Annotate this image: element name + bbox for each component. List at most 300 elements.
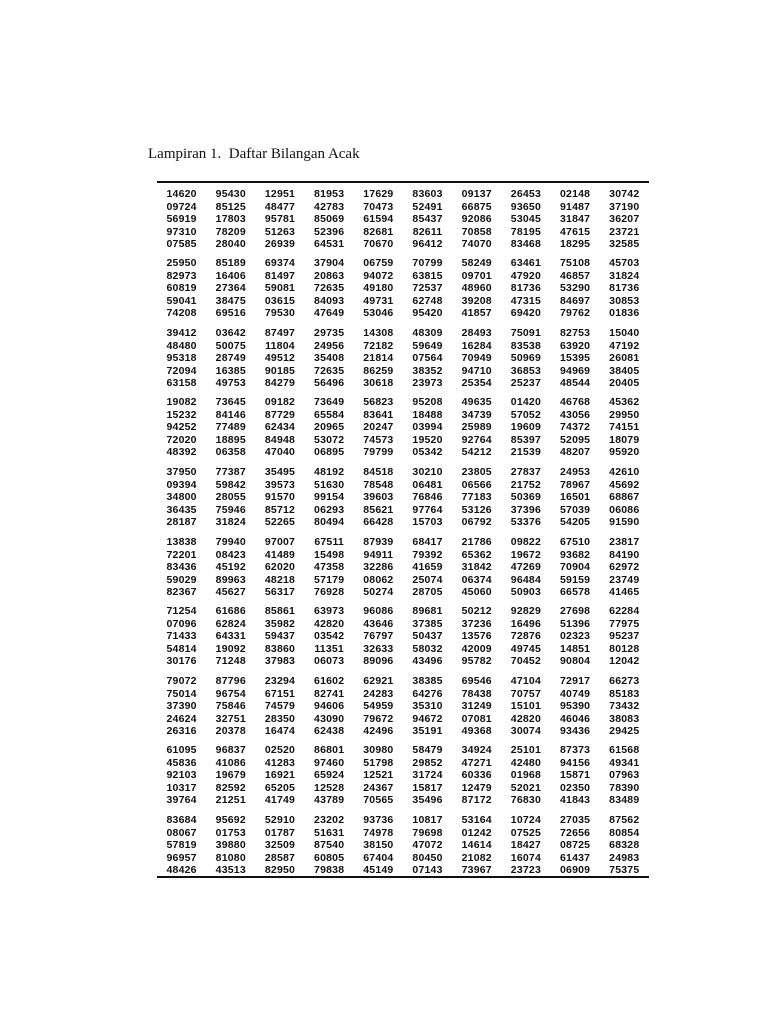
table-cell: 45692 xyxy=(609,478,640,491)
table-cell: 43789 xyxy=(314,794,345,807)
table-cell: 28040 xyxy=(215,238,246,251)
table-cell: 26081 xyxy=(609,352,640,365)
table-cell: 21539 xyxy=(510,446,541,459)
table-cell: 79072 xyxy=(166,675,197,687)
table-cell: 70473 xyxy=(363,200,394,213)
table-cell: 82592 xyxy=(215,781,246,794)
table-cell: 32633 xyxy=(363,642,394,655)
table-row xyxy=(157,782,649,795)
table-row xyxy=(157,340,649,353)
table-cell: 74151 xyxy=(609,421,640,434)
table-cell: 06759 xyxy=(363,257,394,269)
table-cell: 84146 xyxy=(215,408,246,421)
table-cell: 30980 xyxy=(363,744,394,756)
table-cell: 78209 xyxy=(215,225,246,238)
table-cell: 47104 xyxy=(510,675,541,687)
table-cell: 96957 xyxy=(166,851,197,864)
table-cell: 32585 xyxy=(609,238,640,251)
table-row xyxy=(157,827,649,840)
table-cell: 95390 xyxy=(559,700,591,713)
table-cell: 60805 xyxy=(314,851,345,864)
table-cell: 21786 xyxy=(461,536,492,548)
table-cell: 25989 xyxy=(461,421,492,434)
table-cell: 90185 xyxy=(264,364,296,377)
table-cell: 16284 xyxy=(461,339,492,352)
table-cell: 70452 xyxy=(510,655,541,668)
table-cell: 25101 xyxy=(510,744,541,756)
table-cell: 45192 xyxy=(215,561,246,574)
table-cell: 80494 xyxy=(314,516,345,529)
table-cell: 92103 xyxy=(166,769,197,782)
table-cell: 51798 xyxy=(363,756,394,769)
table-cell: 18079 xyxy=(609,433,640,446)
table-cell: 50969 xyxy=(510,352,541,365)
table-cell: 09394 xyxy=(166,478,197,491)
table-cell: 77489 xyxy=(215,421,246,434)
table-cell: 37236 xyxy=(461,617,492,630)
table-cell: 01836 xyxy=(609,307,640,320)
table-cell: 27364 xyxy=(215,282,246,295)
number-block xyxy=(157,536,649,599)
table-cell: 96412 xyxy=(412,238,443,251)
table-cell: 81736 xyxy=(510,282,541,295)
table-cell: 71248 xyxy=(215,655,246,668)
table-cell: 13576 xyxy=(461,630,492,643)
table-row xyxy=(157,713,649,726)
table-cell: 79530 xyxy=(264,307,296,320)
table-cell: 82367 xyxy=(166,586,197,599)
table-cell: 42480 xyxy=(510,756,541,769)
table-row xyxy=(157,213,649,226)
table-cell: 50212 xyxy=(461,605,492,617)
table-cell: 49731 xyxy=(363,294,394,307)
table-cell: 56317 xyxy=(264,586,296,599)
table-cell: 75846 xyxy=(215,700,246,713)
table-cell: 54959 xyxy=(363,700,394,713)
table-cell: 09182 xyxy=(264,396,296,408)
table-cell: 95420 xyxy=(412,307,443,320)
table-cell: 79672 xyxy=(363,712,394,725)
table-cell: 73967 xyxy=(461,864,492,877)
table-cell: 72182 xyxy=(363,339,394,352)
table-cell: 51396 xyxy=(559,617,591,630)
table-cell: 73432 xyxy=(609,700,640,713)
table-cell: 84279 xyxy=(264,377,296,390)
table-cell: 49745 xyxy=(510,642,541,655)
table-cell: 61594 xyxy=(363,213,394,226)
table-cell: 13838 xyxy=(166,536,197,548)
table-cell: 70799 xyxy=(412,257,443,269)
number-block xyxy=(157,605,649,668)
table-cell: 29425 xyxy=(609,725,640,738)
table-cell: 35408 xyxy=(314,352,345,365)
table-cell: 59159 xyxy=(559,573,591,586)
table-cell: 48207 xyxy=(559,446,591,459)
table-cell: 87729 xyxy=(264,408,296,421)
table-row xyxy=(157,814,649,827)
table-cell: 77183 xyxy=(461,491,492,504)
table-cell: 14851 xyxy=(559,642,591,655)
table-cell: 79940 xyxy=(215,536,246,548)
table-cell: 39603 xyxy=(363,491,394,504)
table-cell: 09137 xyxy=(461,188,492,200)
table-cell: 75014 xyxy=(166,687,197,700)
table-cell: 41857 xyxy=(461,307,492,320)
table-cell: 38150 xyxy=(363,839,394,852)
table-cell: 42820 xyxy=(510,712,541,725)
table-cell: 77975 xyxy=(609,617,640,630)
table-cell: 09701 xyxy=(461,269,492,282)
table-cell: 18488 xyxy=(412,408,443,421)
table-cell: 49341 xyxy=(609,756,640,769)
table-cell: 14614 xyxy=(461,839,492,852)
table-cell: 24953 xyxy=(559,466,591,478)
table-cell: 80128 xyxy=(609,642,640,655)
table-cell: 46046 xyxy=(559,712,591,725)
table-cell: 72020 xyxy=(166,433,197,446)
table-cell: 24983 xyxy=(609,851,640,864)
table-cell: 66428 xyxy=(363,516,394,529)
table-cell: 40749 xyxy=(559,687,591,700)
table-cell: 06909 xyxy=(559,864,591,877)
table-cell: 48426 xyxy=(166,864,197,877)
table-cell: 21082 xyxy=(461,851,492,864)
table-cell: 75946 xyxy=(215,503,246,516)
table-cell: 94710 xyxy=(461,364,492,377)
table-cell: 26939 xyxy=(264,238,296,251)
table-cell: 56823 xyxy=(363,396,394,408)
table-cell: 20378 xyxy=(215,725,246,738)
table-cell: 83468 xyxy=(510,238,541,251)
table-cell: 28587 xyxy=(264,851,296,864)
table-cell: 08062 xyxy=(363,573,394,586)
table-cell: 01753 xyxy=(215,826,246,839)
table-row xyxy=(157,794,649,807)
table-cell: 69420 xyxy=(510,307,541,320)
table-cell: 59437 xyxy=(264,630,296,643)
table-cell: 75375 xyxy=(609,864,640,877)
table-cell: 42496 xyxy=(363,725,394,738)
table-cell: 18895 xyxy=(215,433,246,446)
table-cell: 05342 xyxy=(412,446,443,459)
table-cell: 79838 xyxy=(314,864,345,877)
table-row xyxy=(157,725,649,738)
table-cell: 66273 xyxy=(609,675,640,687)
table-cell: 78967 xyxy=(559,478,591,491)
table-cell: 85397 xyxy=(510,433,541,446)
table-cell: 15101 xyxy=(510,700,541,713)
table-cell: 02350 xyxy=(559,781,591,794)
table-cell: 49635 xyxy=(461,396,492,408)
table-cell: 26316 xyxy=(166,725,197,738)
table-cell: 15871 xyxy=(559,769,591,782)
table-cell: 24367 xyxy=(363,781,394,794)
table-cell: 62438 xyxy=(314,725,345,738)
table-cell: 68867 xyxy=(609,491,640,504)
table-cell: 92086 xyxy=(461,213,492,226)
table-cell: 53164 xyxy=(461,814,492,826)
table-cell: 41843 xyxy=(559,794,591,807)
table-cell: 31847 xyxy=(559,213,591,226)
table-cell: 03994 xyxy=(412,421,443,434)
table-cell: 75091 xyxy=(510,327,541,339)
table-cell: 16921 xyxy=(264,769,296,782)
table-cell: 62284 xyxy=(609,605,640,617)
table-cell: 42610 xyxy=(609,466,640,478)
table-row xyxy=(157,352,649,365)
table-cell: 25237 xyxy=(510,377,541,390)
table-row xyxy=(157,479,649,492)
table-cell: 42820 xyxy=(314,617,345,630)
table-cell: 50369 xyxy=(510,491,541,504)
table-cell: 52910 xyxy=(264,814,296,826)
table-cell: 74978 xyxy=(363,826,394,839)
table-cell: 63461 xyxy=(510,257,541,269)
table-cell: 93736 xyxy=(363,814,394,826)
table-cell: 56919 xyxy=(166,213,197,226)
table-cell: 56496 xyxy=(314,377,345,390)
table-cell: 01787 xyxy=(264,826,296,839)
table-cell: 34924 xyxy=(461,744,492,756)
table-cell: 57052 xyxy=(510,408,541,421)
table-cell: 15232 xyxy=(166,408,197,421)
table-cell: 41489 xyxy=(264,548,296,561)
table-cell: 61686 xyxy=(215,605,246,617)
table-row xyxy=(157,675,649,688)
table-cell: 95208 xyxy=(412,396,443,408)
table-cell: 97764 xyxy=(412,503,443,516)
table-cell: 06481 xyxy=(412,478,443,491)
table-cell: 61568 xyxy=(609,744,640,756)
table-cell: 17803 xyxy=(215,213,246,226)
table-cell: 42009 xyxy=(461,642,492,655)
table-row xyxy=(157,257,649,270)
table-cell: 28350 xyxy=(264,712,296,725)
table-cell: 37390 xyxy=(166,700,197,713)
table-cell: 30853 xyxy=(609,294,640,307)
table-cell: 83860 xyxy=(264,642,296,655)
table-cell: 65205 xyxy=(264,781,296,794)
table-cell: 09822 xyxy=(510,536,541,548)
table-cell: 94156 xyxy=(559,756,591,769)
table-row xyxy=(157,757,649,770)
table-cell: 51263 xyxy=(264,225,296,238)
table-row xyxy=(157,655,649,668)
table-cell: 87497 xyxy=(264,327,296,339)
table-cell: 85861 xyxy=(264,605,296,617)
table-cell: 23294 xyxy=(264,675,296,687)
table-cell: 90804 xyxy=(559,655,591,668)
table-cell: 09724 xyxy=(166,200,197,213)
table-cell: 11804 xyxy=(265,339,295,352)
table-cell: 53126 xyxy=(461,503,492,516)
table-cell: 28705 xyxy=(412,586,443,599)
table-cell: 70904 xyxy=(559,561,591,574)
table-cell: 93436 xyxy=(559,725,591,738)
table-row xyxy=(157,769,649,782)
table-cell: 63920 xyxy=(559,339,591,352)
table-row xyxy=(157,327,649,340)
table-cell: 06358 xyxy=(215,446,246,459)
table-cell: 60336 xyxy=(461,769,492,782)
table-cell: 03642 xyxy=(215,327,246,339)
table-cell: 06566 xyxy=(461,478,492,491)
table-cell: 99154 xyxy=(314,491,345,504)
table-cell: 93650 xyxy=(510,200,541,213)
table-cell: 46768 xyxy=(559,396,591,408)
table-cell: 48544 xyxy=(559,377,591,390)
table-cell: 03542 xyxy=(314,630,345,643)
table-row xyxy=(157,466,649,479)
table-cell: 32509 xyxy=(264,839,296,852)
table-cell: 01968 xyxy=(510,769,541,782)
table-cell: 89681 xyxy=(412,605,443,617)
table-cell: 38385 xyxy=(412,675,443,687)
table-cell: 37190 xyxy=(609,200,640,213)
table-cell: 31249 xyxy=(461,700,492,713)
table-cell: 16074 xyxy=(510,851,541,864)
table-cell: 47920 xyxy=(510,269,541,282)
table-cell: 37396 xyxy=(510,503,541,516)
table-cell: 21251 xyxy=(215,794,246,807)
number-block xyxy=(157,814,649,877)
table-cell: 70670 xyxy=(363,238,394,251)
table-cell: 54212 xyxy=(461,446,492,459)
table-cell: 24956 xyxy=(314,339,345,352)
table-cell: 62020 xyxy=(264,561,296,574)
table-cell: 07525 xyxy=(510,826,541,839)
table-cell: 58479 xyxy=(412,744,443,756)
table-cell: 72201 xyxy=(166,548,197,561)
table-row xyxy=(157,536,649,549)
table-row xyxy=(157,188,649,201)
table-cell: 76797 xyxy=(363,630,394,643)
table-cell: 16474 xyxy=(264,725,296,738)
table-cell: 17629 xyxy=(363,188,394,200)
table-cell: 19672 xyxy=(510,548,541,561)
table-cell: 41749 xyxy=(264,794,296,807)
table-cell: 41465 xyxy=(609,586,640,599)
table-cell: 66875 xyxy=(461,200,492,213)
table-cell: 97007 xyxy=(264,536,296,548)
table-cell: 48480 xyxy=(166,339,197,352)
table-cell: 06374 xyxy=(461,573,492,586)
table-cell: 48218 xyxy=(264,573,296,586)
table-row xyxy=(157,396,649,409)
table-cell: 24283 xyxy=(363,687,394,700)
table-cell: 37385 xyxy=(412,617,443,630)
table-cell: 51630 xyxy=(314,478,345,491)
table-cell: 83436 xyxy=(166,561,197,574)
table-cell: 96484 xyxy=(510,573,541,586)
table-row xyxy=(157,409,649,422)
table-cell: 41659 xyxy=(412,561,443,574)
table-cell: 54814 xyxy=(166,642,197,655)
table-cell: 15703 xyxy=(412,516,443,529)
table-cell: 82973 xyxy=(166,269,197,282)
table-cell: 57179 xyxy=(314,573,345,586)
table-cell: 18427 xyxy=(510,839,541,852)
table-cell: 74579 xyxy=(264,700,296,713)
table-cell: 43056 xyxy=(559,408,591,421)
table-cell: 37983 xyxy=(264,655,296,668)
table-cell: 07564 xyxy=(412,352,443,365)
table-row xyxy=(157,574,649,587)
table-cell: 63158 xyxy=(166,377,197,390)
table-cell: 08423 xyxy=(215,548,246,561)
table-cell: 38352 xyxy=(412,364,443,377)
table-cell: 02323 xyxy=(559,630,591,643)
table-row xyxy=(157,201,649,214)
table-cell: 81497 xyxy=(264,269,296,282)
table-cell: 14620 xyxy=(166,188,197,200)
table-row xyxy=(157,377,649,390)
table-cell: 35495 xyxy=(264,466,296,478)
table-row xyxy=(157,605,649,618)
table-cell: 95692 xyxy=(215,814,246,826)
table-cell: 28187 xyxy=(166,516,197,529)
table-cell: 53072 xyxy=(314,433,345,446)
table-cell: 42783 xyxy=(314,200,345,213)
table-cell: 52491 xyxy=(412,200,443,213)
table-cell: 97310 xyxy=(166,225,197,238)
table-cell: 25354 xyxy=(461,377,492,390)
table-top-rule xyxy=(157,181,649,183)
table-row xyxy=(157,226,649,239)
table-cell: 39764 xyxy=(166,794,197,807)
table-cell: 35982 xyxy=(264,617,296,630)
table-cell: 85621 xyxy=(363,503,394,516)
table-cell: 67511 xyxy=(314,536,344,548)
table-cell: 47315 xyxy=(510,294,541,307)
table-cell: 47358 xyxy=(314,561,345,574)
table-cell: 64531 xyxy=(314,238,345,251)
table-cell: 49512 xyxy=(264,352,296,365)
table-cell: 72876 xyxy=(510,630,541,643)
table-cell: 79698 xyxy=(412,826,443,839)
table-cell: 79799 xyxy=(363,446,394,459)
table-cell: 70757 xyxy=(510,687,541,700)
table-cell: 35191 xyxy=(412,725,443,738)
table-cell: 60819 xyxy=(166,282,197,295)
table-cell: 85189 xyxy=(215,257,246,269)
table-cell: 10817 xyxy=(412,814,443,826)
table-cell: 15498 xyxy=(314,548,345,561)
table-cell: 63973 xyxy=(314,605,345,617)
table-cell: 35310 xyxy=(412,700,443,713)
table-cell: 28055 xyxy=(215,491,246,504)
table-row xyxy=(157,618,649,631)
table-cell: 78390 xyxy=(609,781,640,794)
table-cell: 50274 xyxy=(363,586,394,599)
table-row xyxy=(157,307,649,320)
table-cell: 06086 xyxy=(609,503,640,516)
table-cell: 36853 xyxy=(510,364,541,377)
table-cell: 07585 xyxy=(166,238,197,251)
table-cell: 95318 xyxy=(166,352,197,365)
table-cell: 89096 xyxy=(363,655,394,668)
table-cell: 67151 xyxy=(264,687,296,700)
table-cell: 20247 xyxy=(363,421,394,434)
table-cell: 48309 xyxy=(412,327,443,339)
table-cell: 06073 xyxy=(314,655,345,668)
table-cell: 31824 xyxy=(215,516,246,529)
table-cell: 36207 xyxy=(609,213,640,226)
table-row xyxy=(157,549,649,562)
table-cell: 62748 xyxy=(412,294,443,307)
table-cell: 67404 xyxy=(363,851,394,864)
table-cell: 26453 xyxy=(510,188,541,200)
